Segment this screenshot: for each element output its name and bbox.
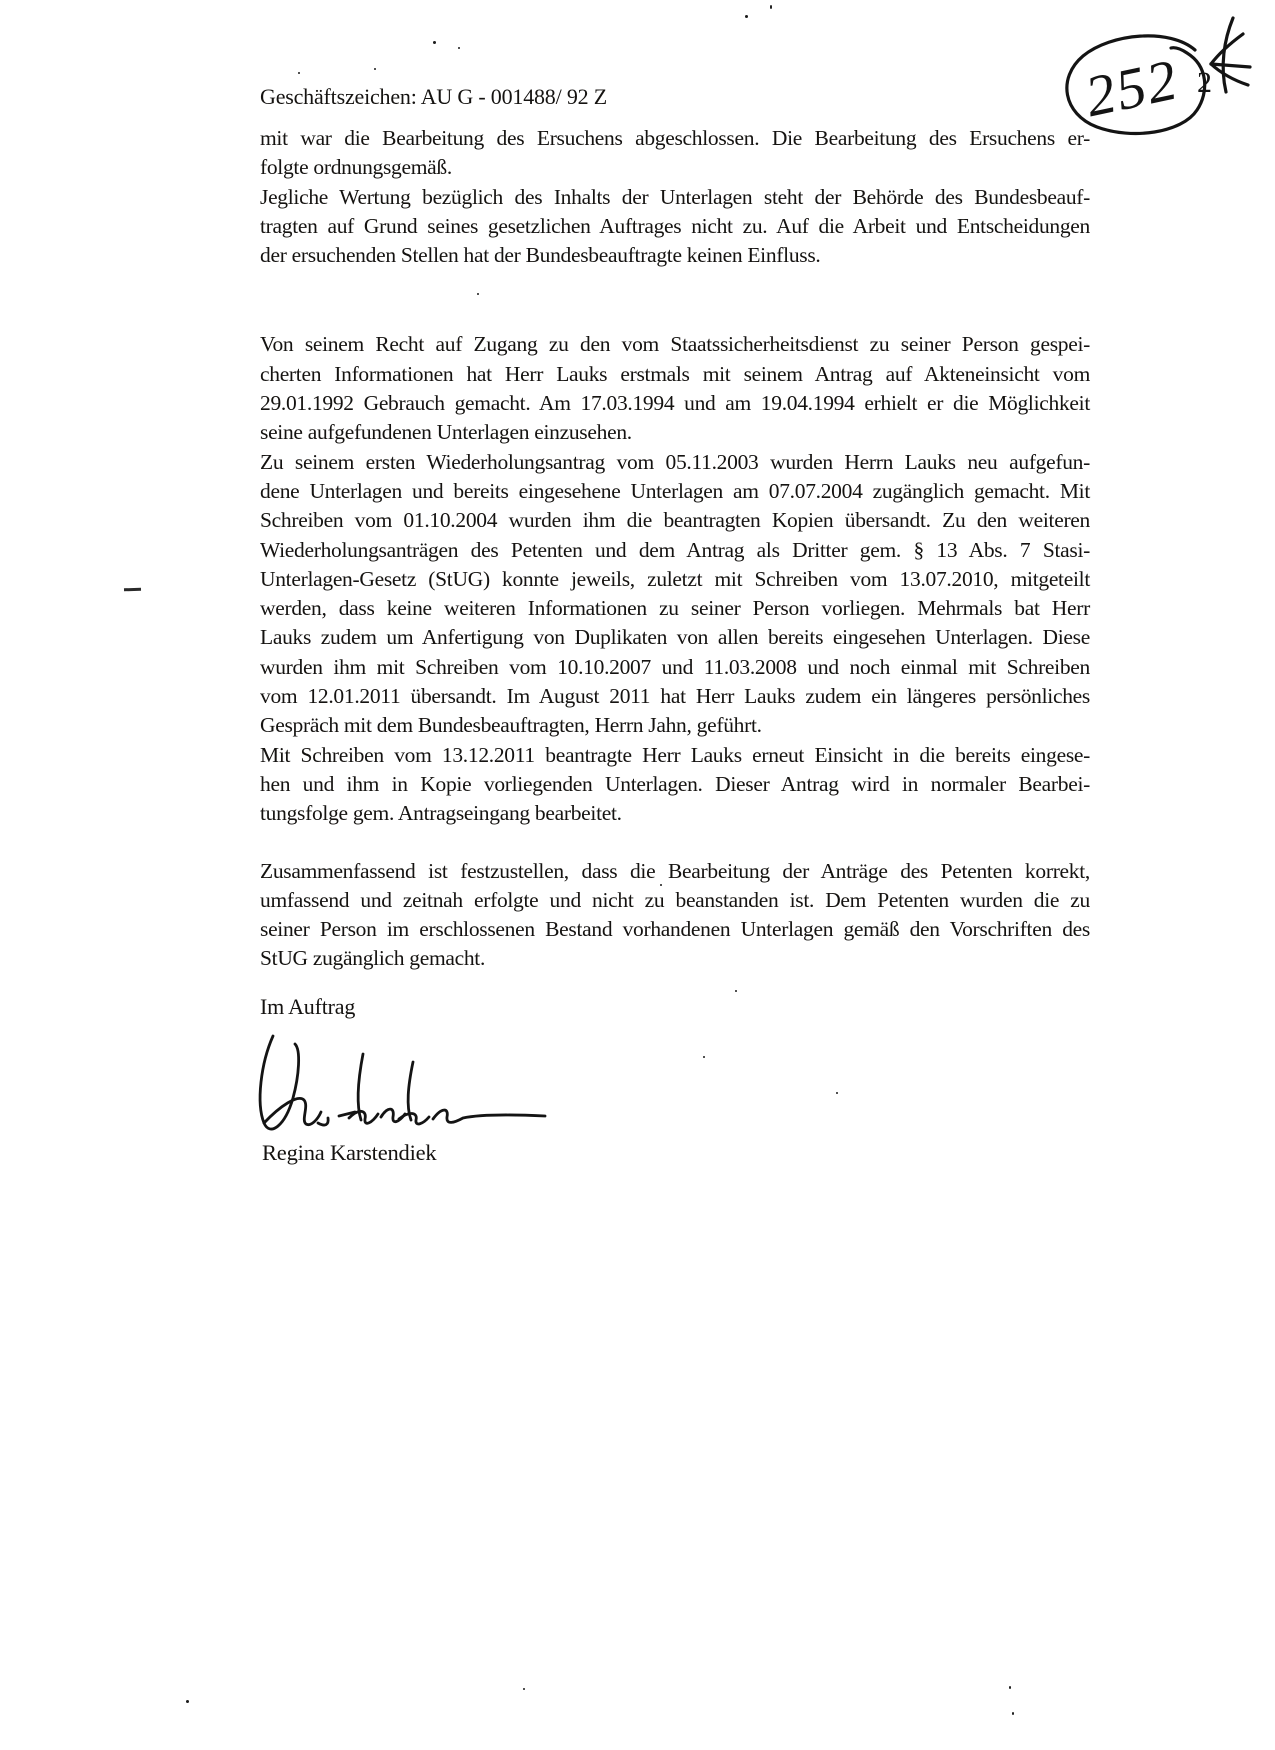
document-line: Von seinem Recht auf Zugang zu den vom Staatssicherheitsdienst zu seiner Person gespei- (260, 332, 1090, 357)
scan-speck (770, 5, 772, 9)
scan-speck (477, 293, 479, 295)
scan-speck (735, 990, 737, 992)
reference-number: Geschäftszeichen: AU G - 001488/ 92 Z (260, 84, 607, 109)
paragraph (260, 741, 1090, 829)
document-line: der ersuchenden Stellen hat der Bundesbeauftragte keinen Einfluss. (260, 243, 821, 268)
paragraph (260, 124, 1090, 183)
margin-dash-mark (124, 588, 141, 592)
document-line: mit war die Bearbeitung des Ersuchens abgeschlossen. Die Bearbeitung des Ersuchens er- (260, 126, 1090, 150)
closing-phrase: Im Auftrag (260, 994, 356, 1019)
document-line: vom 12.01.2011 übersandt. Im August 2011 hat Herr Lauks zudem ein längeres persönliches (260, 684, 1090, 709)
scan-speck (1012, 1712, 1014, 1715)
scan-speck (433, 41, 436, 44)
paragraph (260, 330, 1090, 447)
handwritten-page-mark (1035, 12, 1265, 142)
scan-speck (660, 884, 662, 886)
document-line: Zu seinem ersten Wiederholungsantrag vom 05.11.2003 wurden Herrn Lauks neu aufgefun- (260, 449, 1090, 474)
document-line: wurden ihm mit Schreiben vom 10.10.2007 und 11.03.2008 und noch einmal mit Schreiben (260, 654, 1090, 679)
document-line: StUG zugänglich gemacht. (260, 946, 486, 971)
document-line: cherten Informationen hat Herr Lauks erstmals mit seinem Antrag auf Akteneinsicht vom (260, 361, 1090, 386)
document-line: tungsfolge gem. Antragseingang bearbeitet. (260, 801, 622, 826)
paragraph (260, 448, 1090, 741)
handwritten-arrow-icon (1211, 18, 1250, 92)
document-line: werden, dass keine weiteren Informationen zu seiner Person vorliegen. Mehrmals bat Herr (260, 596, 1090, 621)
document-body (260, 124, 1090, 974)
scan-speck (186, 1700, 189, 1703)
document-line: umfassend und zeitnah erfolgte und nicht zu beanstanden ist. Dem Petenten wurden die zu (260, 887, 1090, 912)
scan-speck (703, 1056, 705, 1058)
document-line: Schreiben vom 01.10.2004 wurden ihm die beantragten Kopien übersandt. Zu den weiteren (260, 508, 1090, 533)
page-number-superscript: 2 (1197, 66, 1212, 99)
document-line: tragten auf Grund seines gesetzlichen Auftrages nicht zu. Auf die Arbeit und Entscheidungen (260, 213, 1090, 238)
paragraph (260, 183, 1090, 271)
document-line: hen und ihm in Kopie vorliegenden Unterlagen. Dieser Antrag wird in normaler Bearbei- (260, 771, 1090, 796)
scan-speck (374, 68, 376, 70)
document-line: Jegliche Wertung bezüglich des Inhalts der Unterlagen steht der Behörde des Bundesbeauf- (260, 184, 1090, 209)
document-line: Lauks zudem um Anfertigung von Duplikaten von allen bereits eingesehen Unterlagen. Diese (260, 625, 1090, 650)
document-line: Unterlagen-Gesetz (StUG) konnte jeweils, zuletzt mit Schreiben vom 13.07.2010, mitgeteilt (260, 566, 1090, 591)
scan-speck (523, 1688, 525, 1690)
document-line: Zusammenfassend ist festzustellen, dass die Bearbeitung der Anträge des Petenten korrekt, (260, 858, 1090, 883)
scan-speck (458, 47, 460, 49)
signer-name: Regina Karstendiek (262, 1140, 437, 1165)
document-line: seiner Person im erschlossenen Bestand vorhandenen Unterlagen gemäß den Vorschriften des (260, 917, 1090, 942)
scan-speck (836, 1092, 838, 1094)
document-line: Mit Schreiben vom 13.12.2011 beantragte Herr Lauks erneut Einsicht in die bereits eingese- (260, 742, 1090, 767)
page-number-text: 252 (1079, 46, 1185, 130)
scan-speck (745, 15, 748, 18)
document-line: folgte ordnungsgemäß. (260, 155, 452, 180)
scan-speck (298, 72, 300, 74)
document-line: Wiederholungsanträgen des Petenten und dem Antrag als Dritter gem. § 13 Abs. 7 Stasi- (260, 537, 1090, 562)
document-line: Gespräch mit dem Bundesbeauftragten, Herrn Jahn, geführt. (260, 713, 762, 738)
document-line: 29.01.1992 Gebrauch gemacht. Am 17.03.1994 und am 19.04.1994 erhielt er die Möglichkeit (260, 391, 1090, 416)
signature-handwriting-icon (255, 1028, 555, 1146)
scan-speck (1009, 1686, 1011, 1689)
paragraph (260, 857, 1090, 974)
document-line: seine aufgefundenen Unterlagen einzusehen. (260, 420, 632, 445)
document-line: dene Unterlagen und bereits eingesehene Unterlagen am 07.07.2004 zugänglich gemacht. Mit (260, 478, 1090, 503)
